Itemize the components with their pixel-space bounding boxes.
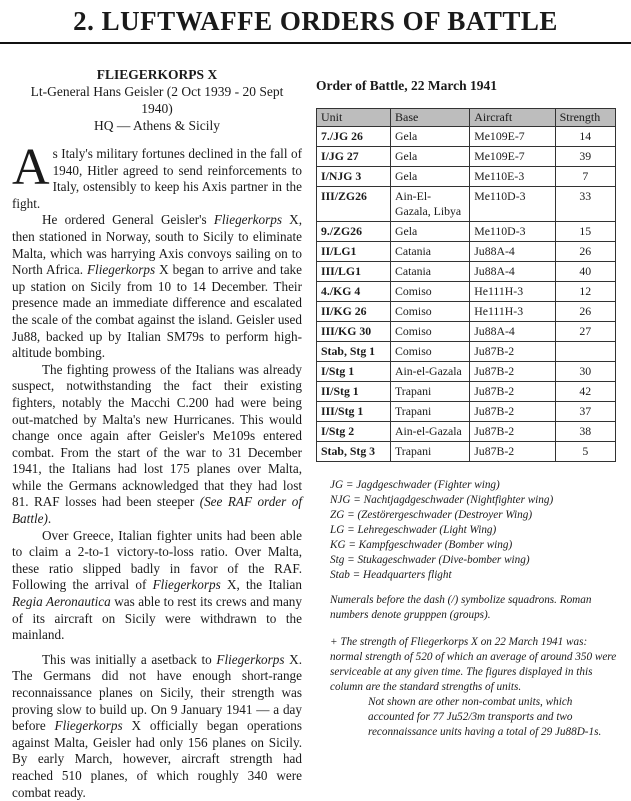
base-cell: Gela	[390, 147, 469, 167]
unit-cell: Stab, Stg 1	[317, 342, 391, 362]
strength-cell: 37	[555, 402, 615, 422]
squadron-numbering-note: Numerals before the dash (/) symbolize squadrons. Roman numbers denote grupppen (groups).	[330, 594, 592, 621]
strength-cell: 15	[555, 222, 615, 242]
unit-cell: 7./JG 26	[317, 127, 391, 147]
base-cell: Catania	[390, 262, 469, 282]
aircraft-cell: Me109E-7	[470, 127, 555, 147]
table-row	[317, 322, 616, 342]
aircraft-cell: Me110E-3	[470, 167, 555, 187]
strength-cell: 5	[555, 442, 615, 462]
base-cell: Trapani	[390, 442, 469, 462]
table-row	[317, 222, 616, 242]
paragraph-5	[12, 652, 302, 801]
text-run-italic: Fliegerkorps	[86, 262, 156, 278]
unit-cell: I/NJG 3	[317, 167, 391, 187]
text-run: The fighting prowess of the Italians was already suspect, notwithstanding the fact their existing fighters, notably the Macchi C.200 had were being out-matched by Malta's new Hurricanes. This would change once again after Geisler's Me109s entered combat. From the start of the war to 31 December 1941, the Italians had lost 175 planes over Malta, while the Germans acknowledged that they had lost 81. RAF losses had been steeper	[12, 361, 302, 510]
base-cell: Ain-el-Gazala	[390, 422, 469, 442]
strength-note-text: + The strength of Fliegerkorps X on 22 March 1941 was: normal strength of 520 of which an average of around 350 were serviceable at any given time. The figures displayed in this column are the standard strengths of units.	[330, 636, 617, 693]
unit-cell: III/KG 30	[317, 322, 391, 342]
legend-item: JG = Jagdgeschwader (Fighter wing)	[330, 479, 500, 491]
aircraft-cell: Ju87B-2	[470, 442, 555, 462]
table-header-row	[317, 109, 616, 127]
text-run: X, the Italian	[220, 577, 302, 593]
table-row	[317, 262, 616, 282]
unit-cell: Stab, Stg 3	[317, 442, 391, 462]
base-cell: Trapani	[390, 382, 469, 402]
table-body	[317, 127, 616, 462]
aircraft-cell: Ju88A-4	[470, 262, 555, 282]
text-run-italic: (See RAF order of Battle)	[12, 494, 302, 527]
column-header-base: Base	[390, 109, 469, 127]
text-run: X began to arrive and take up station on Sicily from 10 to 14 December. Their presence made an immediate difference and escalated the scale of the combat against the island. Geisler used Ju88, backed up by Italian SM79s to perform high-altitude bombing.	[12, 262, 303, 361]
page-title: 2. LUFTWAFFE ORDERS OF BATTLE	[73, 6, 558, 36]
table-row	[317, 282, 616, 302]
strength-cell: 39	[555, 147, 615, 167]
unit-cell: II/LG1	[317, 242, 391, 262]
table-row	[317, 382, 616, 402]
aircraft-cell: Ju88A-4	[470, 242, 555, 262]
strength-cell: 42	[555, 382, 615, 402]
aircraft-cell: Ju87B-2	[470, 422, 555, 442]
order-of-battle-table	[316, 108, 616, 462]
aircraft-cell: Ju87B-2	[470, 342, 555, 362]
unit-cell: III/Stg 1	[317, 402, 391, 422]
strength-cell	[555, 342, 615, 362]
text-run-italic: Fliegerkorps	[54, 718, 123, 734]
unit-cell: I/Stg 2	[317, 422, 391, 442]
order-of-battle-title: Order of Battle, 22 March 1941	[316, 78, 497, 93]
legend-item: Stab = Headquarters flight	[330, 569, 452, 581]
text-run: X, then stationed in Norway, south to Sicily to eliminate Malta, which was harrying Axis convoys sailing on to North Africa.	[12, 212, 302, 278]
strength-cell: 27	[555, 322, 615, 342]
legend-item: KG = Kampfgeschwader (Bomber wing)	[330, 539, 513, 551]
table-row	[317, 167, 616, 187]
base-cell: Comiso	[390, 282, 469, 302]
text-run: X officially began operations against Malta, Geisler had only 156 planes on Sicily. By early March, however, aircraft strength had reached 510 planes, of which roughly 340 were combat ready.	[12, 718, 302, 800]
legend-item: ZG = (Zestörergeschwader (Destroyer Wing)	[330, 509, 533, 521]
text-run: He ordered General Geisler's	[42, 212, 214, 228]
text-run: This was initially a asetback to	[42, 651, 217, 667]
base-cell: Comiso	[390, 322, 469, 342]
table-row	[317, 442, 616, 462]
section-hq: HQ — Athens & Sicily	[93, 118, 220, 133]
legend-item: NJG = Nachtjagdgeschwader (Nightfighter wing)	[330, 494, 554, 506]
text-run: was able to rest its crews and many of its aircraft on Sicily were withdrawn to the mainland.	[12, 594, 302, 643]
aircraft-cell: Me110D-3	[470, 187, 555, 222]
table-row	[317, 127, 616, 147]
base-cell: Gela	[390, 127, 469, 147]
column-header-strength: Strength	[555, 109, 615, 127]
strength-cell: 30	[555, 362, 615, 382]
drop-cap: A	[12, 139, 50, 196]
text-run-italic: Regia Aeronautica	[12, 594, 111, 610]
base-cell: Comiso	[390, 302, 469, 322]
paragraph-3	[12, 362, 302, 528]
strength-cell: 26	[555, 302, 615, 322]
strength-cell: 14	[555, 127, 615, 147]
legend-item: Stg = Stukageschwader (Dive-bomber wing)	[330, 554, 530, 566]
table-row	[317, 362, 616, 382]
non-combat-units-note: Not shown are other non-combat units, which accounted for 77 Ju52/3m transports and two reconnaissance units having a total of 29 Ju88D-1s.	[368, 696, 602, 738]
strength-note	[330, 635, 621, 740]
unit-cell: III/LG1	[317, 262, 391, 282]
text-run: .	[47, 511, 52, 527]
base-cell: Ain-El-Gazala, Libya	[390, 187, 469, 222]
table-row	[317, 302, 616, 322]
table-row	[317, 402, 616, 422]
order-of-battle-column	[316, 78, 621, 740]
aircraft-cell: Ju87B-2	[470, 362, 555, 382]
abbreviation-legend	[330, 478, 621, 583]
table-row	[317, 422, 616, 442]
aircraft-cell: Ju87B-2	[470, 382, 555, 402]
paragraph-2	[12, 212, 302, 361]
unit-cell: II/Stg 1	[317, 382, 391, 402]
paragraph-1	[12, 139, 302, 212]
text-run-italic: Fliegerkorps	[213, 212, 282, 228]
strength-cell: 33	[555, 187, 615, 222]
base-cell: Comiso	[390, 342, 469, 362]
page-header	[0, 0, 631, 44]
strength-cell: 40	[555, 262, 615, 282]
section-commander: Lt-General Hans Geisler (2 Oct 1939 - 20 Sept 1940)	[30, 84, 284, 116]
aircraft-cell: Ju87B-2	[470, 402, 555, 422]
aircraft-cell: Me110D-3	[470, 222, 555, 242]
unit-cell: 4./KG 4	[317, 282, 391, 302]
base-cell: Catania	[390, 242, 469, 262]
article-body	[12, 139, 303, 801]
unit-cell: II/KG 26	[317, 302, 391, 322]
base-cell: Ain-el-Gazala	[390, 362, 469, 382]
base-cell: Gela	[390, 167, 469, 187]
strength-cell: 26	[555, 242, 615, 262]
unit-cell: 9./ZG26	[317, 222, 391, 242]
article-column	[12, 66, 302, 801]
aircraft-cell: Ju88A-4	[470, 322, 555, 342]
text-run-italic: Fliegerkorps	[152, 577, 221, 593]
table-row	[317, 242, 616, 262]
text-run-italic: Fliegerkorps	[216, 651, 285, 667]
column-header-aircraft: Aircraft	[470, 109, 555, 127]
paragraph-1-text: s Italy's military fortunes declined in the fall of 1940, Hitler agreed to send reinforcements to Italy, ostensibly to keep his Axis partner in the fight.	[12, 146, 302, 211]
section-title: FLIEGERKORPS X	[96, 67, 218, 82]
table-row	[317, 342, 616, 362]
strength-cell: 12	[555, 282, 615, 302]
strength-cell: 38	[555, 422, 615, 442]
unit-cell: I/Stg 1	[317, 362, 391, 382]
table-row	[317, 147, 616, 167]
aircraft-cell: He111H-3	[470, 302, 555, 322]
table-row	[317, 187, 616, 222]
base-cell: Trapani	[390, 402, 469, 422]
text-run: Over Greece, Italian fighter units had been able to claim a 2-to-1 victory-to-loss ratio. Over Malta, these ratio slipped badly in favor of the RAF. Following the arrival of	[12, 527, 302, 593]
paragraph-4	[12, 528, 302, 644]
aircraft-cell: Me109E-7	[470, 147, 555, 167]
unit-cell: I/JG 27	[317, 147, 391, 167]
column-header-unit: Unit	[317, 109, 391, 127]
text-run: X. The Germans did not have enough short-range reconnaissance planes on Sicily, their strength was proving slow to build up. On 9 January 1941 — a day before	[12, 651, 302, 734]
unit-cell: III/ZG26	[317, 187, 391, 222]
legend-item: LG = Lehregeschwader (Light Wing)	[330, 524, 497, 536]
aircraft-cell: He111H-3	[470, 282, 555, 302]
strength-cell: 7	[555, 167, 615, 187]
base-cell: Gela	[390, 222, 469, 242]
